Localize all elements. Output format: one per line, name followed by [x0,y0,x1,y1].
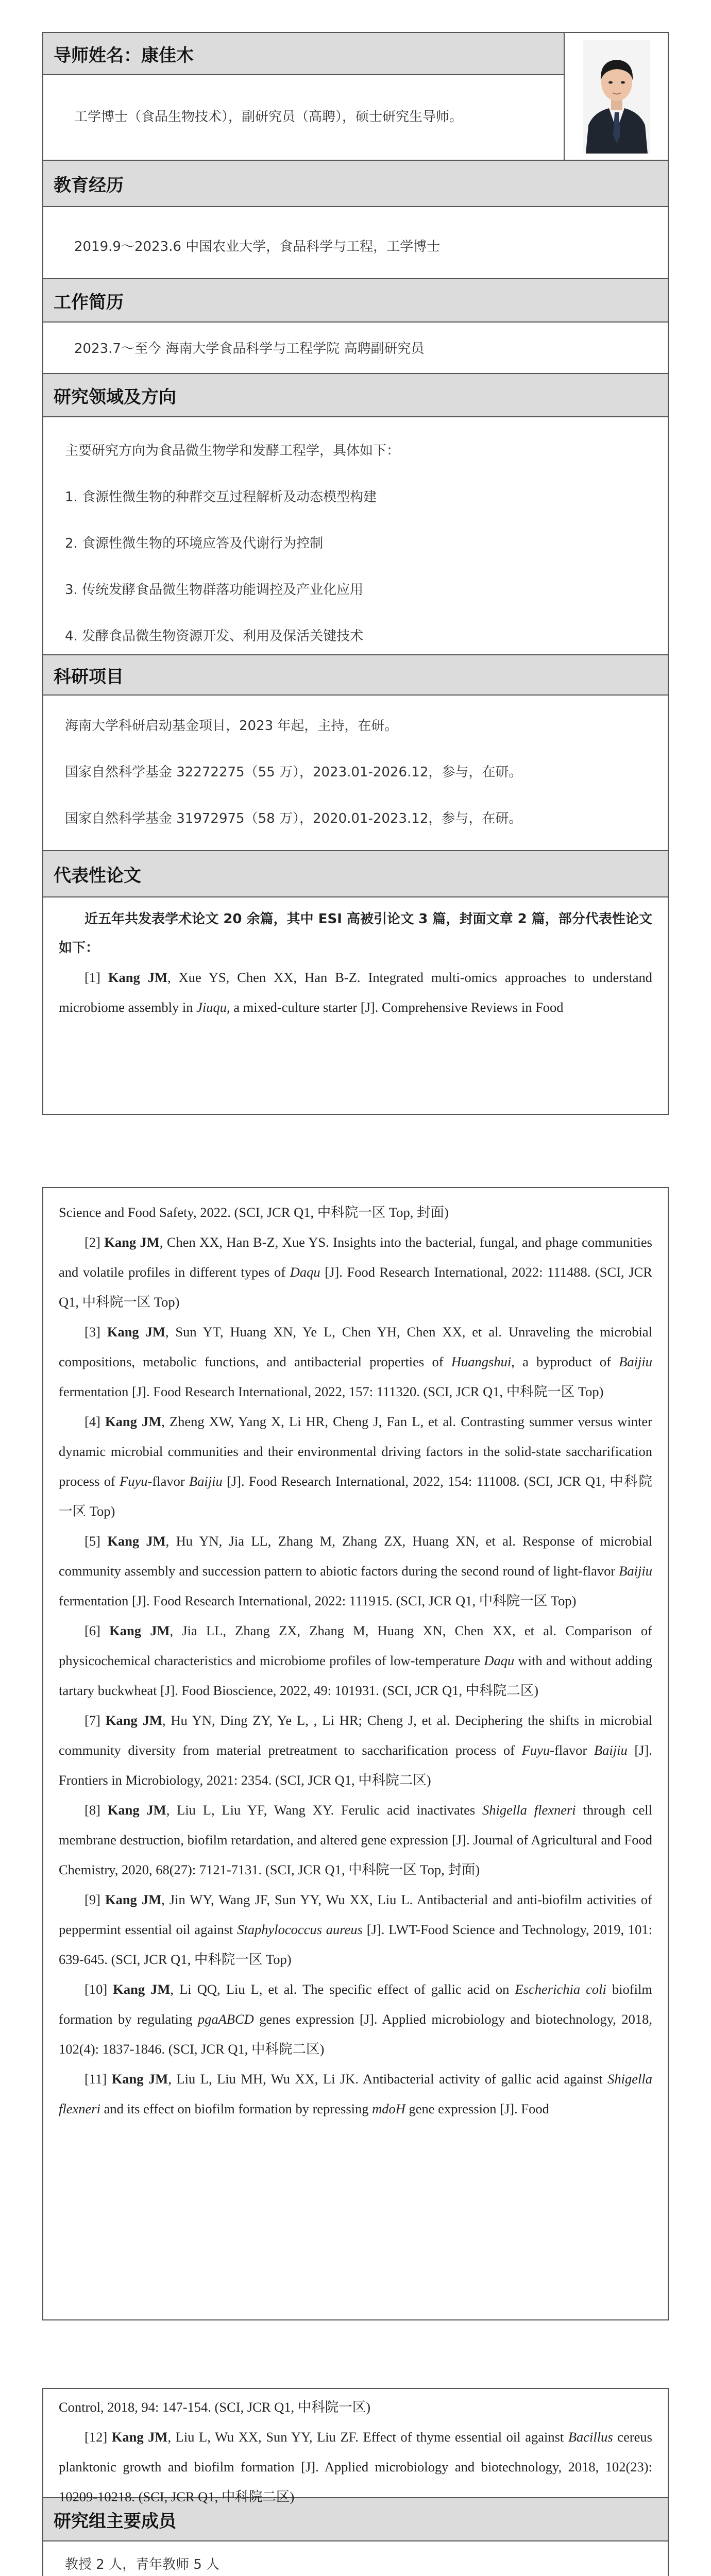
education-body [43,207,668,279]
members-heading: 研究组主要成员 [43,2498,668,2541]
research-item: 2. 食源性微生物的环境应答及代谢行为控制 [65,536,324,551]
photo-cell [564,33,668,160]
profile-block [43,33,668,161]
publication-item: Control, 2018, 94: 147-154. (SCI, JCR Q1, 中科院一区) [59,2399,371,2415]
publications-heading: 代表性论文 [43,851,668,897]
member-item: 教授 2 人，青年教师 5 人 [65,2557,220,2572]
publication-item: [4] Kang JM, Zheng XW, Yang X, Li HR, Cheng J, Fan L, et al. Contrasting summer versus winter dynamic microbial communities and their environmental driving factors in the solid-state saccharification process of Fuyu-flavor Baijiu [J]. Food Research International, 2022, 154: 111008. (SCI, JCR Q1, 中科院一区 Top) [59,1414,652,1519]
profile-summary: 工学博士（食品生物技术），副研究员（高聘），硕士研究生导师。 [74,109,463,125]
project-item: 海南大学科研启动基金项目，2023 年起，主持，在研。 [65,718,398,734]
publication-item: [5] Kang JM, Hu YN, Jia LL, Zhang M, Zhang ZX, Huang XN, et al. Response of microbial community assembly and succession pattern to abiotic factors during the second round of light-flavor Baijiu fermentation [J]. Food Research International, 2022: 111915. (SCI, JCR Q1, 中科院一区 Top) [59,1533,652,1608]
publication-item: [6] Kang JM, Jia LL, Zhang ZX, Zhang M, Huang XN, Chen XX, et al. Comparison of physicochemical characteristics and microbiome profiles of low-temperature Daqu with and without adding tartary buckwheat [J]. Food Bioscience, 2022, 49: 101931. (SCI, JCR Q1, 中科院二区) [59,1623,653,1698]
publications-body-page1 [43,897,668,1022]
page-3 [42,2388,669,2576]
education-heading: 教育经历 [43,161,668,207]
publication-item: [11] Kang JM, Liu L, Liu MH, Wu XX, Li JK. Antibacterial activity of gallic acid against Shigella flexneri and its effect on biofilm formation by repressing mdoH gene expression [J]. Food [59,2071,652,2116]
research-item: 3. 传统发酵食品微生物群落功能调控及产业化应用 [65,582,364,598]
portrait-photo [583,40,650,154]
work-item: 2023.7～至今 海南大学食品科学与工程学院 高聘副研究员 [74,341,425,357]
publication-item: Science and Food Safety, 2022. (SCI, JCR Q1, 中科院一区 Top, 封面) [59,1205,449,1220]
publications-body-page2 [59,1197,652,2124]
project-item: 国家自然科学基金 32272275（55 万），2023.01-2026.12，参与，在研。 [65,765,522,780]
research-item: 1. 食源性微生物的种群交互过程解析及动态模型构建 [65,489,377,505]
research-item: 4. 发酵食品微生物资源开发、利用及保活关键技术 [65,629,364,644]
publication-item: [7] Kang JM, Hu YN, Ding ZY, Ye L, , Li HR; Cheng J, et al. Deciphering the shifts in microbial community diversity from material pretreatment to saccharification process of Fuyu-flavor Baijiu [J]. Frontiers in Microbiology, 2021: 2354. (SCI, JCR Q1, 中科院二区) [59,1713,652,1788]
education-item: 2019.9～2023.6 中国农业大学，食品科学与工程，工学博士 [74,239,441,255]
work-heading: 工作简历 [43,279,668,323]
page-2 [42,1187,669,2320]
publications-intro: 近五年共发表学术论文 20 余篇，其中 ESI 高被引论文 3 篇，封面文章 2 篇，部分代表性论文如下： [59,911,652,956]
publication-item: [1] Kang JM, Xue YS, Chen XX, Han B-Z. Integrated multi-omics approaches to understand microbiome assembly in Jiuqu, a mixed-culture starter [J]. Comprehensive Reviews in Food [59,970,652,1015]
research-heading: 研究领域及方向 [43,374,668,417]
publication-item: [3] Kang JM, Sun YT, Huang XN, Ye L, Chen YH, Chen XX, et al. Unraveling the microbial compositions, metabolic functions, and antibacterial properties of Huangshui, a byproduct of Baijiu fermentation [J]. Food Research International, 2022, 157: 111320. (SCI, JCR Q1, 中科院一区 Top) [59,1324,652,1399]
projects-heading: 科研项目 [43,655,668,696]
research-intro: 主要研究方向为食品微生物学和发酵工程学，具体如下： [65,443,400,459]
work-body [43,323,668,374]
publication-item: [12] Kang JM, Liu L, Wu XX, Sun YY, Liu ZF. Effect of thyme essential oil against Bacillus cereus planktonic growth and biofilm formation [J]. Applied microbiology and biotechnology, 2018, 102(23): 10209-10218. (SCI, JCR Q1, 中科院二区) [59,2429,652,2504]
page-1 [42,32,669,1115]
publications-body-page3 [43,2389,668,2504]
projects-body [43,696,668,851]
publication-item: [8] Kang JM, Liu L, Liu YF, Wang XY. Ferulic acid inactivates Shigella flexneri through cell membrane destruction, biofilm retardation, and altered gene expression [J]. Journal of Agricultural and Food Chemistry, 2020, 68(27): 7121-7131. (SCI, JCR Q1, 中科院一区 Top, 封面) [59,1802,653,1877]
research-body [43,417,668,655]
project-item: 国家自然科学基金 31972975（58 万），2020.01-2023.12，参与，在研。 [65,811,522,826]
name-heading: 导师姓名：康佳木 [43,33,564,75]
publication-item: [9] Kang JM, Jin WY, Wang JF, Sun YY, Wu XX, Liu L. Antibacterial and anti-biofilm activities of peppermint essential oil against Staphylococcus aureus [J]. LWT-Food Science and Technology, 2019, 101: 639-645. (SCI, JCR Q1, 中科院一区 Top) [59,1892,652,1967]
publication-item: [10] Kang JM, Li QQ, Liu L, et al. The specific effect of gallic acid on Escherichia coli biofilm formation by regulating pgaABCD genes expression [J]. Applied microbiology and biotechnology, 2018, 102(4): 1837-1846. (SCI, JCR Q1, 中科院二区) [59,1981,653,2057]
publication-item: [2] Kang JM, Chen XX, Han B-Z, Xue YS. Insights into the bacterial, fungal, and phage communities and volatile profiles in different types of Daqu [J]. Food Research International, 2022: 111488. (SCI, JCR Q1, 中科院一区 Top) [59,1234,652,1310]
members-body [43,2541,668,2576]
